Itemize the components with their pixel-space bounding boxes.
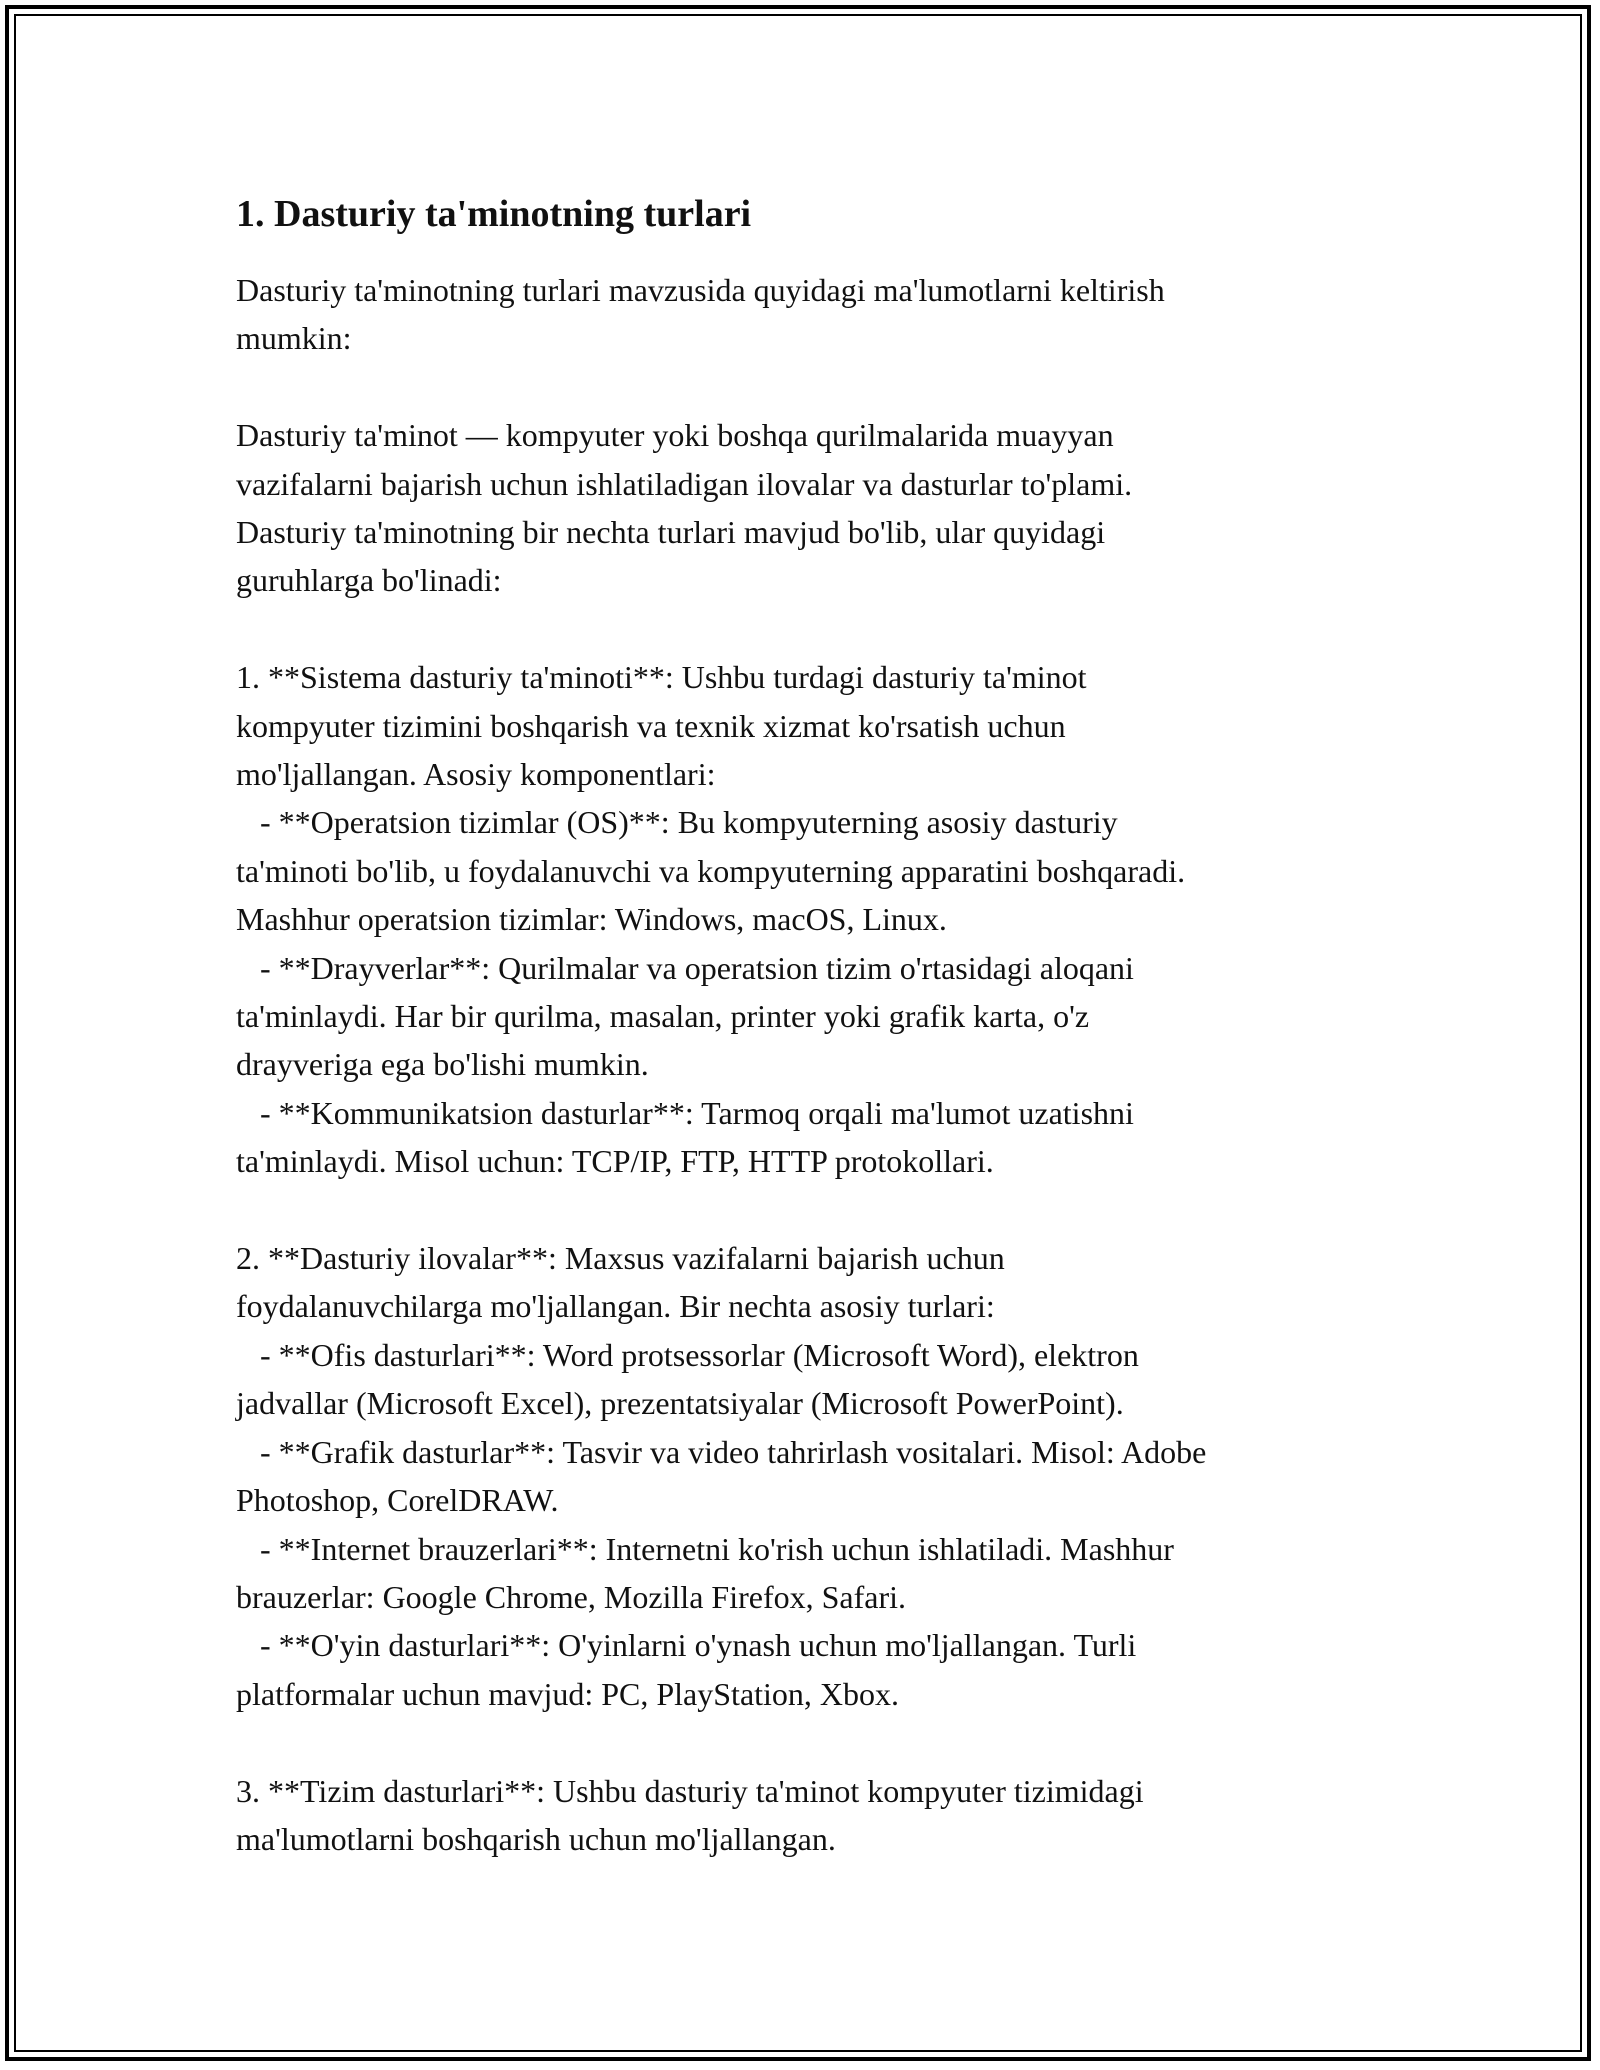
system-programs-section: 3. **Tizim dasturlari**: Ushbu dasturiy ta'minot kompyuter tizimidagi ma'lumotlarni boshqarish uchun mo'ljallangan. (236, 1772, 1144, 1857)
document-body (236, 186, 1386, 1863)
paragraph-spacer (236, 1718, 1386, 1766)
system-software-section: 1. **Sistema dasturiy ta'minoti**: Ushbu turdagi dasturiy ta'minot kompyuter tizimini boshqarish va texnik xizmat ko'rsatish uchun mo'ljallangan. Asosiy komponentlari: - **Operatsion tizimlar (OS)**: Bu kompyuterning asosiy dasturiy ta'minoti bo'lib, u foydalanuvchi va kompyuterning apparatini boshqaradi. Mashhur operatsion tizimlar: Windows, macOS, Linux. - **Drayverlar**: Qurilmalar va operatsion tizim o'rtasidagi aloqani ta'minlaydi. Har bir qurilma, masalan, printer yoki grafik karta, o'z drayveriga ega bo'lishi mumkin. - **Kommunikatsion dasturlar**: Tarmoq orqali ma'lumot uzatishni ta'minlaydi. Misol uchun: TCP/IP, FTP, HTTP protokollari. (236, 659, 1186, 1180)
definition-paragraph: Dasturiy ta'minot — kompyuter yoki boshqa qurilmalarida muayyan vazifalarni bajarish uchun ishlatiladigan ilovalar va dasturlar to'plami. Dasturiy ta'minotning bir nechta turlari mavjud bo'lib, ular quyidagi guruhlarga bo'linadi: (236, 417, 1133, 599)
intro-paragraph: Dasturiy ta'minotning turlari mavzusida quyidagi ma'lumotlarni keltirish mumkin: (236, 272, 1165, 357)
application-software-section: 2. **Dasturiy ilovalar**: Maxsus vazifalarni bajarish uchun foydalanuvchilarga mo'ljallangan. Bir nechta asosiy turlari: - **Ofis dasturlari**: Word protsessorlar (Microsoft Word), elektron jadvallar (Microsoft Excel), prezentatsiyalar (Microsoft PowerPoint). - **Grafik dasturlar**: Tasvir va video tahrirlash vositalari. Misol: Adobe Photoshop, CorelDRAW. - **Internet brauzerlari**: Internetni ko'rish uchun ishlatiladi. Mashhur brauzerlar: Google Chrome, Mozilla Firefox, Safari. - **O'yin dasturlari**: O'yinlarni o'ynash uchun mo'ljallangan. Turli platformalar uchun mavjud: PC, PlayStation, Xbox. (236, 1240, 1207, 1712)
document-title: 1. Dasturiy ta'minotning turlari (236, 193, 752, 235)
paragraph-spacer (236, 363, 1386, 411)
paragraph-spacer (236, 1186, 1386, 1234)
paragraph-spacer (236, 605, 1386, 653)
